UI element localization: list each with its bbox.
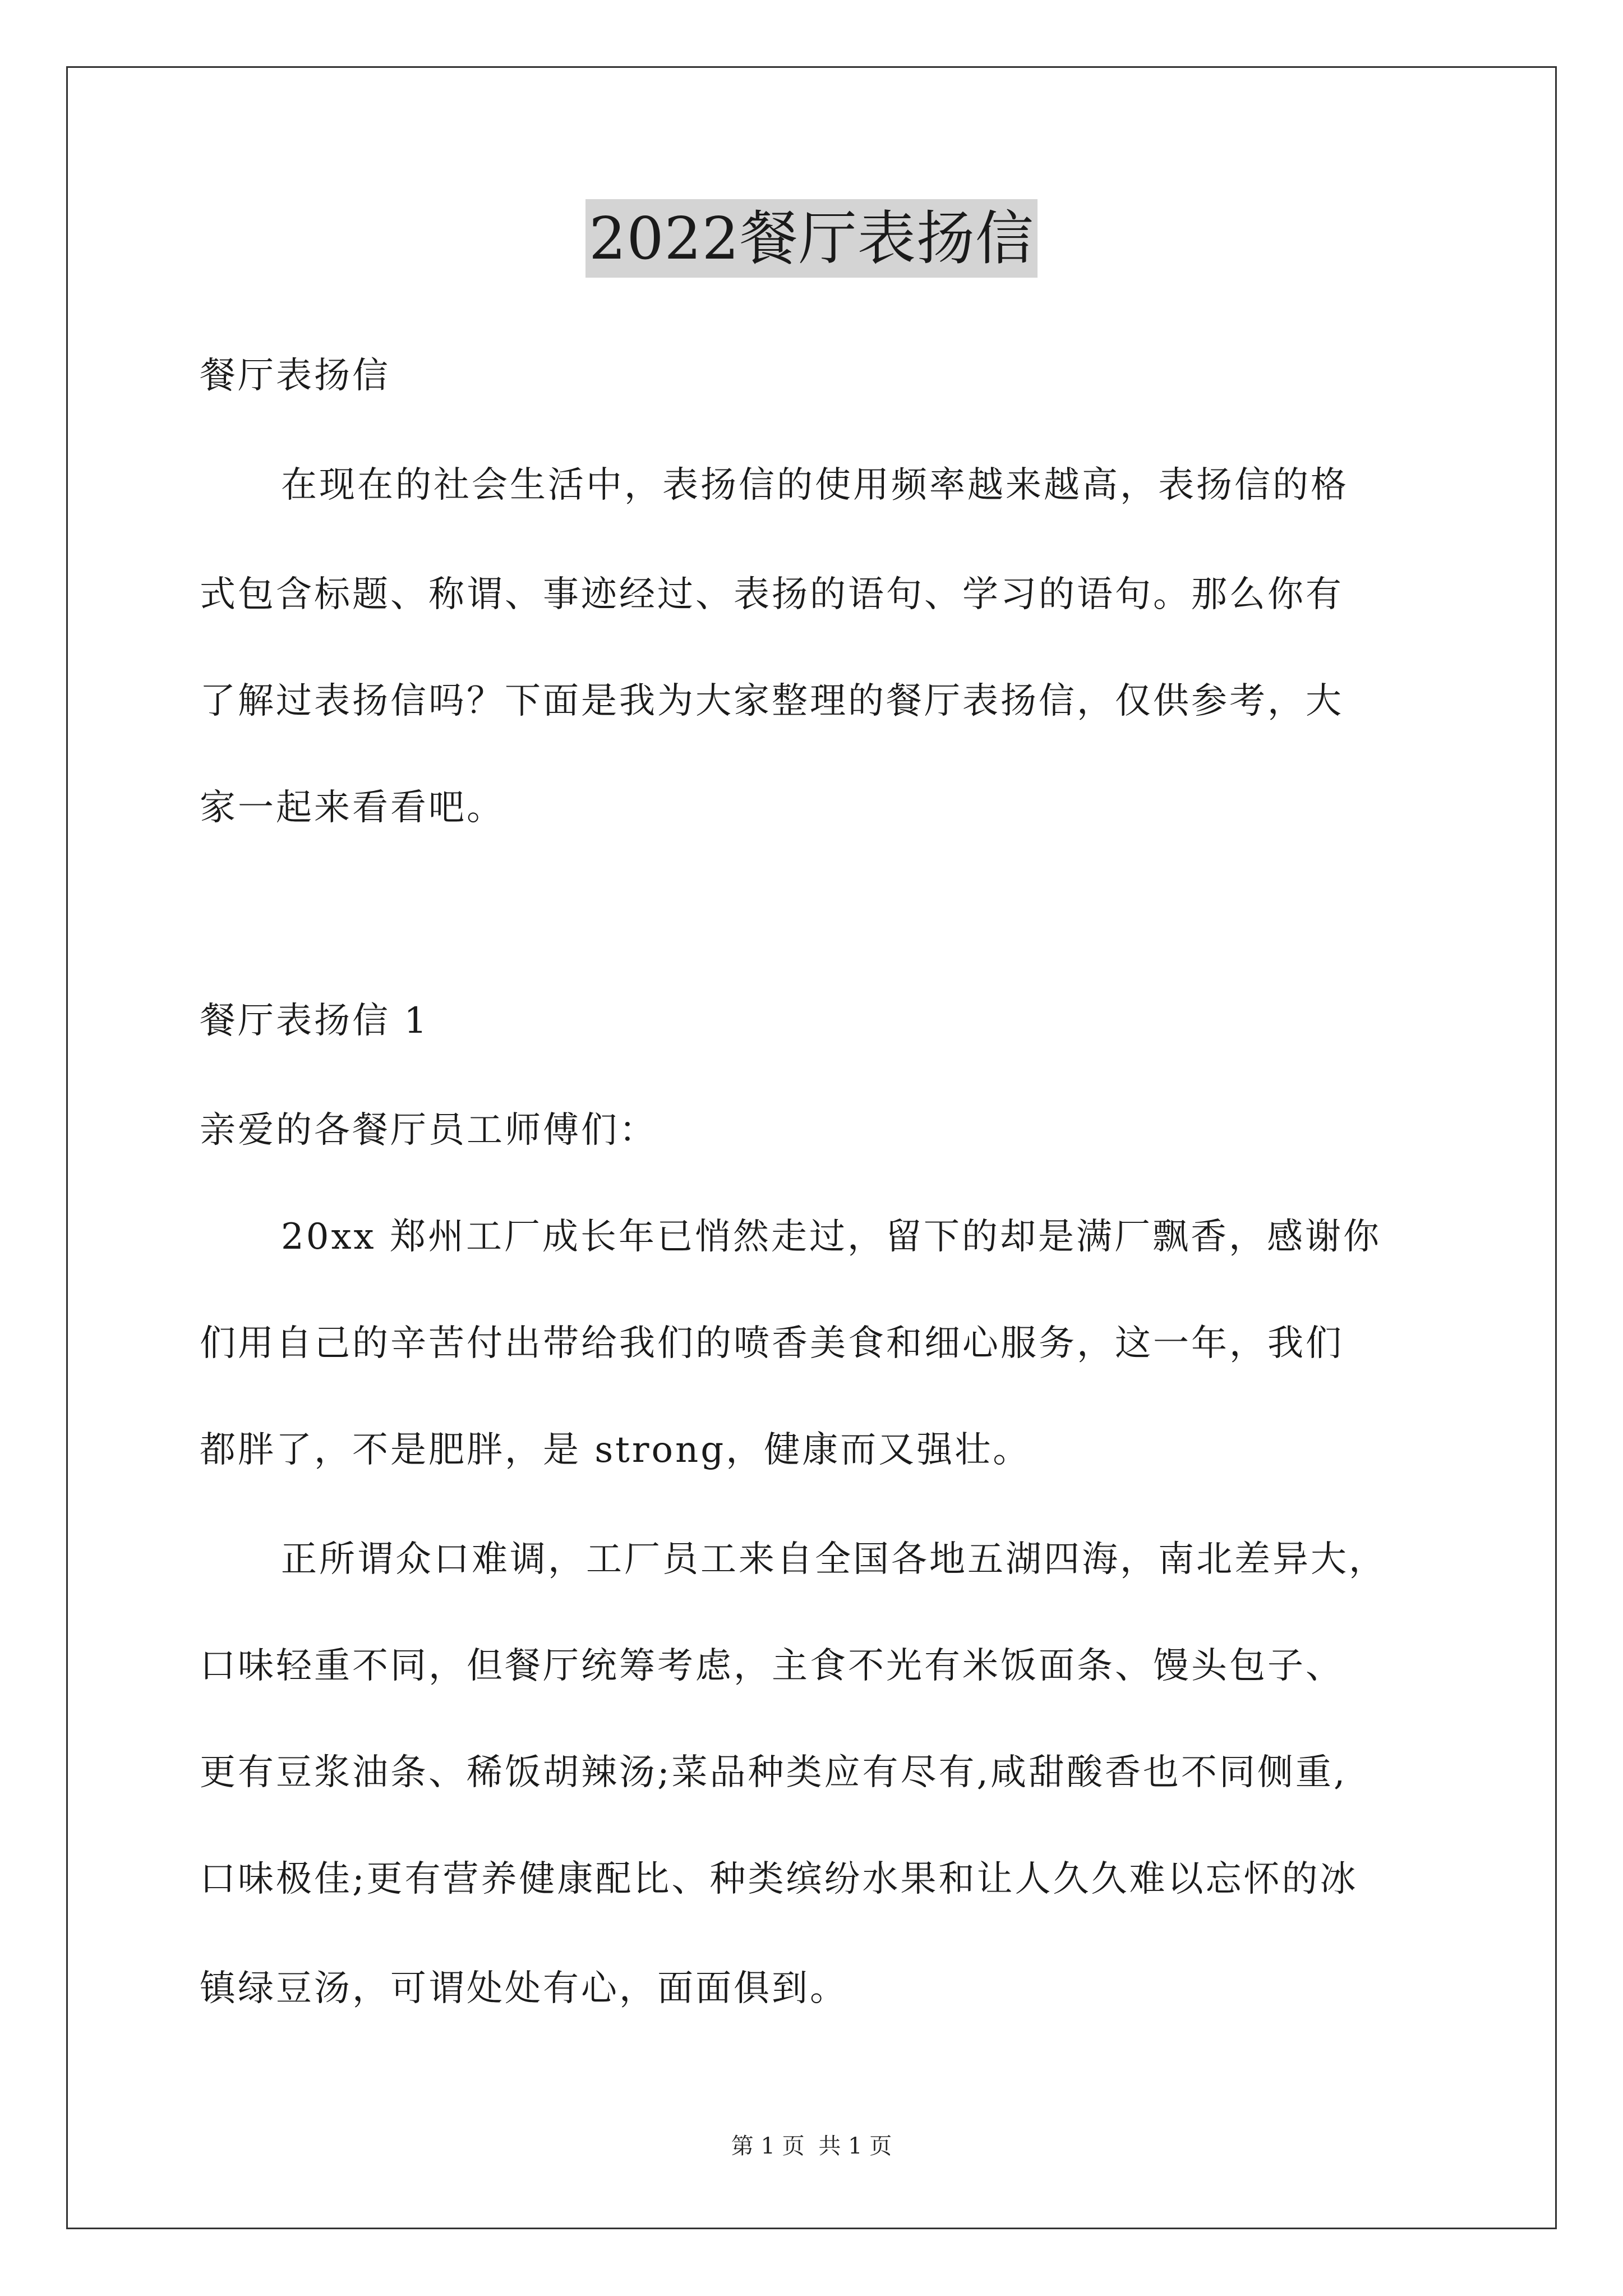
page-number: 第 1 页 xyxy=(731,2133,805,2159)
letter-title: 餐厅表扬信 1 xyxy=(200,1000,430,1042)
paragraph-line: 都胖了，不是肥胖，是 strong，健康而又强壮。 xyxy=(200,1429,1031,1471)
paragraph-line: 口味轻重不同，但餐厅统筹考虑，主食不光有米饭面条、馒头包子、 xyxy=(200,1645,1344,1687)
intro-line: 家一起来看看吧。 xyxy=(200,787,505,829)
intro-line: 式包含标题、称谓、事迹经过、表扬的语句、学习的语句。那么你有 xyxy=(200,574,1344,615)
paragraph-line: 们用自己的辛苦付出带给我们的喷香美食和细心服务，这一年，我们 xyxy=(200,1323,1344,1364)
paragraph-line: 正所谓众口难调，工厂员工来自全国各地五湖四海，南北差异大， xyxy=(281,1539,1387,1580)
page-total: 共 1 页 xyxy=(818,2133,892,2159)
intro-line: 在现在的社会生活中，表扬信的使用频率越来越高，表扬信的格 xyxy=(281,464,1349,506)
salutation: 亲爱的各餐厅员工师傅们： xyxy=(200,1110,657,1151)
paragraph-line: 更有豆浆油条、稀饭胡辣汤;菜品种类应有尽有,咸甜酸香也不同侧重, xyxy=(200,1752,1348,1793)
document-title: 2022餐厅表扬信 xyxy=(585,199,1038,278)
page-footer xyxy=(0,2132,1623,2161)
intro-line: 了解过表扬信吗？下面是我为大家整理的餐厅表扬信，仅供参考，大 xyxy=(200,680,1344,722)
paragraph-line: 镇绿豆汤，可谓处处有心，面面俱到。 xyxy=(200,1968,848,2009)
title-container xyxy=(0,199,1623,278)
section-heading: 餐厅表扬信 xyxy=(200,355,390,397)
paragraph-line: 口味极佳;更有营养健康配比、种类缤纷水果和让人久久难以忘怀的冰 xyxy=(200,1858,1358,1900)
paragraph-line: 20xx 郑州工厂成长年已悄然走过，留下的却是满厂飘香，感谢你 xyxy=(281,1216,1381,1258)
